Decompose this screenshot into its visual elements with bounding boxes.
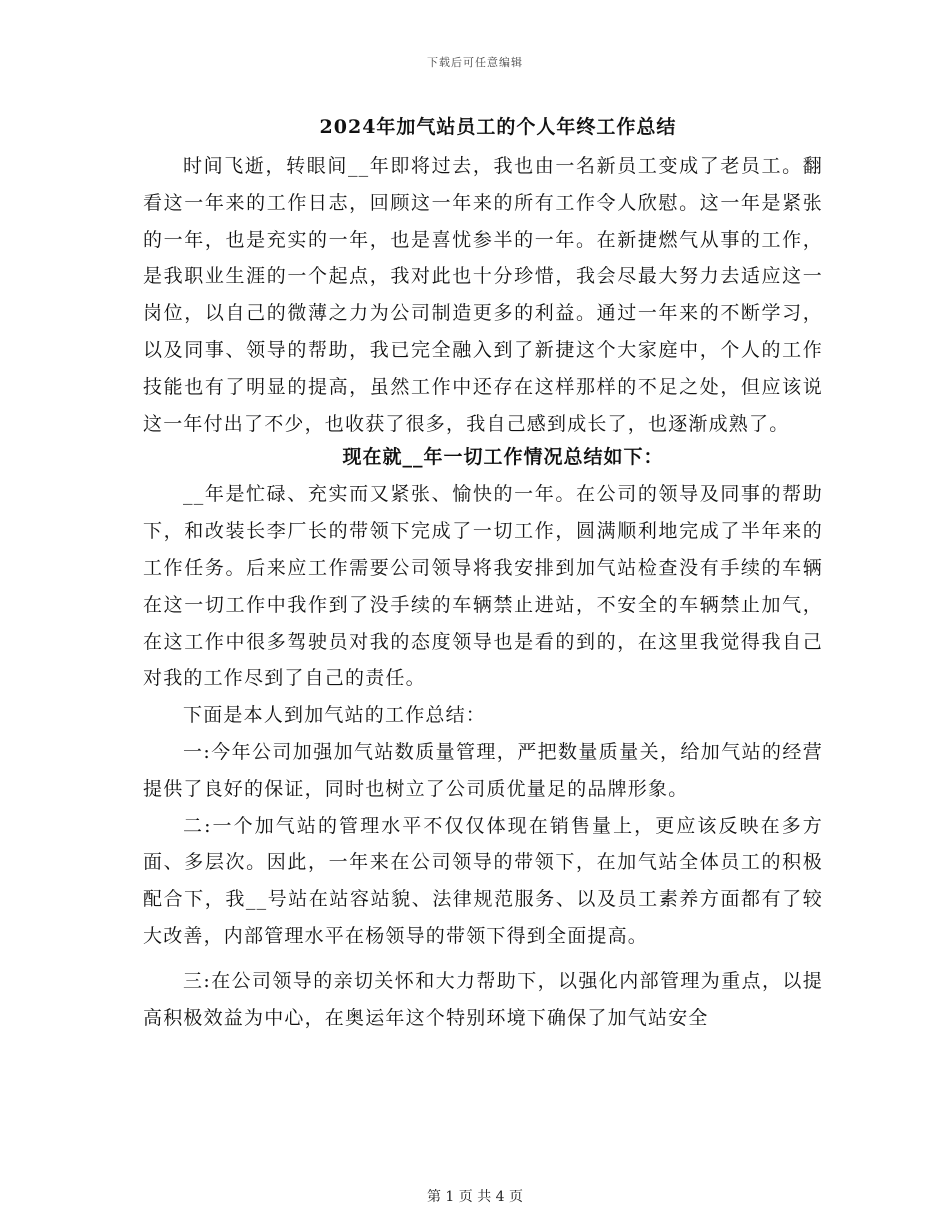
document-title: 2024年加气站员工的个人年终工作总结 [319,116,677,138]
document-body [143,112,823,1036]
paragraph-3: 一:今年公司加强加气站数质量管理，严把数量质量关，给加气站的经营提供了良好的保证，同时也树立了公司质优量足的品牌形象。 [143,740,823,800]
page-footer: 第 1 页 共 4 页 [426,1189,524,1205]
intro-paragraph: 时间飞逝，转眼间__年即将过去，我也由一名新员工变成了老员工。翻看这一年来的工作日志，回顾这一年来的所有工作令人欣慰。这一年是紧张的一年，也是充实的一年，也是喜忧参半的一年。在新捷燃气从事的工作，是我职业生涯的一个起点，我对此也十分珍惜，我会尽最大努力去适应这一岗位，以自己的微薄之力为公司制造更多的利益。通过一年来的不断学习，以及同事、领导的帮助，我已完全融入到了新捷这个大家庭中，个人的工作技能也有了明显的提高，虽然工作中还存在这样那样的不足之处，但应该说这一年付出了不少，也收获了很多，我自己感到成长了，也逐渐成熟了。 [143,155,823,435]
paragraph-5: 三:在公司领导的亲切关怀和大力帮助下，以强化内部管理为重点，以提高积极效益为中心，在奥运年这个特别环境下确保了加气站安全 [143,969,823,1029]
paragraph-2: 下面是本人到加气站的工作总结： [183,704,487,727]
paragraph-1: __年是忙碌、充实而又紧张、愉快的一年。在公司的领导及同事的帮助下，和改装长李厂长的带领下完成了一切工作，圆满顺利地完成了半年来的工作任务。后来应工作需要公司领导将我安排到加气站检查没有手续的车辆在这一切工作中我作到了没手续的车辆禁止进站，不安全的车辆禁止加气，在这工作中很多驾驶员对我的态度领导也是看的到的，在这里我觉得我自己对我的工作尽到了自己的责任。 [143,483,823,690]
section-subtitle: 现在就__年一切工作情况总结如下： [342,446,664,469]
paragraph-4: 二:一个加气站的管理水平不仅仅体现在销售量上，更应该反映在多方面、多层次。因此，一年来在公司领导的带领下，在加气站全体员工的积极配合下，我__号站在站容站貌、法律规范服务、以及员工素养方面都有了较大改善，内部管理水平在杨领导的带领下得到全面提高。 [143,814,823,947]
page-header-note: 下载后可任意编辑 [427,56,523,69]
